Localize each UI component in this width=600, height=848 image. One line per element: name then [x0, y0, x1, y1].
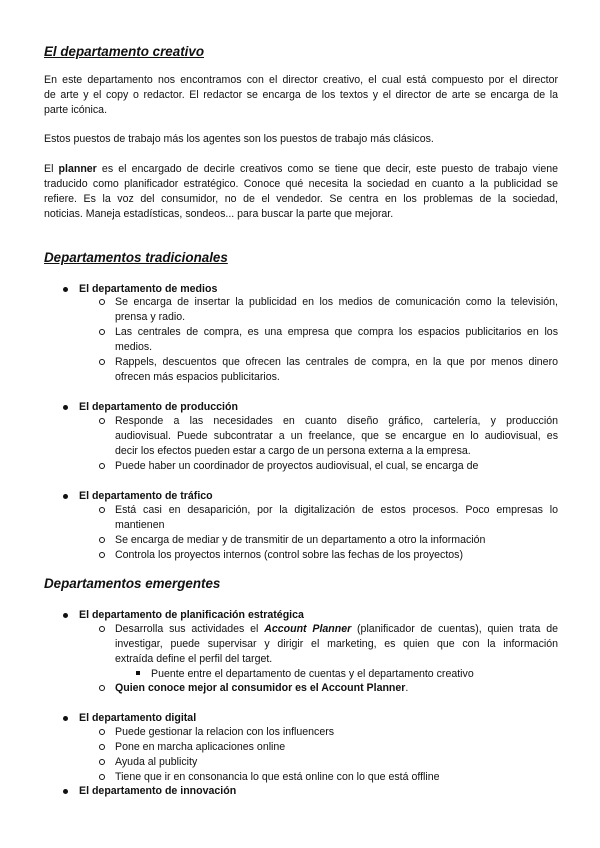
list-item: [115, 622, 558, 667]
list-item: [115, 533, 558, 548]
text-line: de arte y el copy o redactor. El redactor se encarga de los textos y el director de arte se encarga de la: [44, 89, 558, 101]
account-planner-term: Account Planner: [264, 623, 352, 635]
text-fragment: .: [405, 682, 409, 694]
text-line: ofrecen más espacios publicitarios.: [115, 371, 280, 383]
text-fragment: El: [44, 163, 59, 175]
text-line: extraída define el perfil del target.: [115, 653, 273, 665]
list-item: [115, 548, 558, 563]
text-line: Puede haber un coordinador de proyectos audiovisual, el cual, se encarga de: [115, 460, 479, 472]
text-fragment: es el encargado de decirle creativos como se tiene que decir, este puesto de trabajo viene: [96, 163, 558, 175]
text-line: refiere. Es la voz del consumidor, no de el vendedor. Se centra en los problemas de la sociedad,: [44, 193, 558, 205]
bullet-circle: [99, 774, 105, 780]
bullet-dot: [63, 613, 68, 618]
text-line: Responde a las necesidades en cuanto diseño gráfico, cartelería, y producción: [115, 415, 558, 427]
paragraph-creativo-intro: [44, 73, 558, 118]
text-line: Las centrales de compra, es una empresa que compra los espacios publicitarios en los: [115, 326, 558, 338]
text-line: Estos puestos de trabajo más los agentes son los puestos de trabajo más clásicos.: [44, 133, 434, 145]
text-line: Se encarga de insertar la publicidad en los medios de comunicación como la televisión,: [115, 296, 558, 308]
text-line: noticias. Maneja estadísticas, sondeos... para buscar la parte que mejorar.: [44, 208, 394, 220]
bullet-circle: [99, 744, 105, 750]
bullet-circle: [99, 552, 105, 558]
bullet-dot: [63, 405, 68, 410]
text-line: traducido como planificador estratégico. Conoce qué necesita la sociedad en cuanto a la publicidad se: [44, 178, 558, 190]
text-line: Rappels, descuentos que ofrecen las centrales de compra, en la que por menos dinero: [115, 356, 558, 368]
text-line: En este departamento nos encontramos con el director creativo, el cual está compuesto por el director: [44, 74, 558, 86]
bullet-circle: [99, 759, 105, 765]
text-fragment: Quien conoce mejor al consumidor es el Account Planner: [115, 682, 406, 694]
list-item: [115, 681, 408, 696]
text-line: investigar, puede supervisar y dirigir el marketing, es quien que con la información: [115, 638, 558, 650]
list-item: [115, 459, 558, 474]
bullet-circle: [99, 685, 105, 691]
bullet-circle: [99, 359, 105, 365]
bullet-dot: [63, 789, 68, 794]
list-item: Pone en marcha aplicaciones online: [115, 741, 286, 753]
dept-produccion-title: El departamento de producción: [79, 401, 238, 413]
bullet-circle: [99, 329, 105, 335]
dept-digital-title: El departamento digital: [79, 712, 197, 724]
list-item: [115, 325, 558, 355]
heading-tradicionales: Departamentos tradicionales: [44, 250, 228, 265]
heading-creativo: El departamento creativo: [44, 44, 204, 59]
list-item: [115, 295, 558, 325]
dept-trafico-title: El departamento de tráfico: [79, 490, 213, 502]
bullet-circle: [99, 537, 105, 543]
text-line: Está casi en desaparición, por la digitalización de estos procesos. Poco empresas lo: [115, 504, 558, 516]
list-item: [115, 503, 558, 533]
list-item: Ayuda al publicity: [115, 756, 198, 768]
paragraph-puestos: [44, 132, 558, 147]
bullet-circle: [99, 729, 105, 735]
text-line: mantienen: [115, 519, 165, 531]
bullet-circle: [99, 299, 105, 305]
list-item: [115, 414, 558, 459]
text-line: [115, 622, 558, 637]
text-line: prensa y radio.: [115, 311, 186, 323]
text-line: decir los efectos pueden estar a cargo de un persona externa a la empresa.: [115, 445, 471, 457]
bullet-dot: [63, 494, 68, 499]
text-fragment: Desarrolla sus actividades el: [115, 623, 265, 635]
list-item: Puede gestionar la relacion con los influencers: [115, 726, 335, 738]
dept-planificacion-title: El departamento de planificación estratégica: [79, 609, 304, 621]
bullet-square: [136, 671, 140, 675]
list-item: [115, 355, 558, 385]
bullet-dot: [63, 716, 68, 721]
planner-term: planner: [58, 163, 97, 175]
text-line: Se encarga de mediar y de transmitir de un departamento a otro la información: [115, 534, 486, 546]
text-line: Controla los proyectos internos (control sobre las fechas de los proyectos): [115, 549, 463, 561]
dept-innovacion-title: El departamento de innovación: [79, 785, 237, 797]
text-line: medios.: [115, 341, 153, 353]
bullet-circle: [99, 626, 105, 632]
list-item: Tiene que ir en consonancia lo que está online con lo que está offline: [115, 771, 440, 783]
text-fragment: (planificador de cuentas), quien trata de: [351, 623, 558, 635]
paragraph-planner: [44, 162, 558, 222]
dept-medios-title: El departamento de medios: [79, 283, 218, 295]
heading-emergentes: Departamentos emergentes: [44, 576, 221, 591]
bullet-circle: [99, 507, 105, 513]
text-line: audiovisual. Puede subcontratar a un freelance, que se encargue en lo audiovisual, es: [115, 430, 558, 442]
text-line: parte icónica.: [44, 104, 108, 116]
bullet-circle: [99, 418, 105, 424]
list-subitem: Puente entre el departamento de cuentas y el departamento creativo: [151, 668, 474, 680]
bullet-circle: [99, 463, 105, 469]
bullet-dot: [63, 287, 68, 292]
text-line: [44, 162, 558, 177]
